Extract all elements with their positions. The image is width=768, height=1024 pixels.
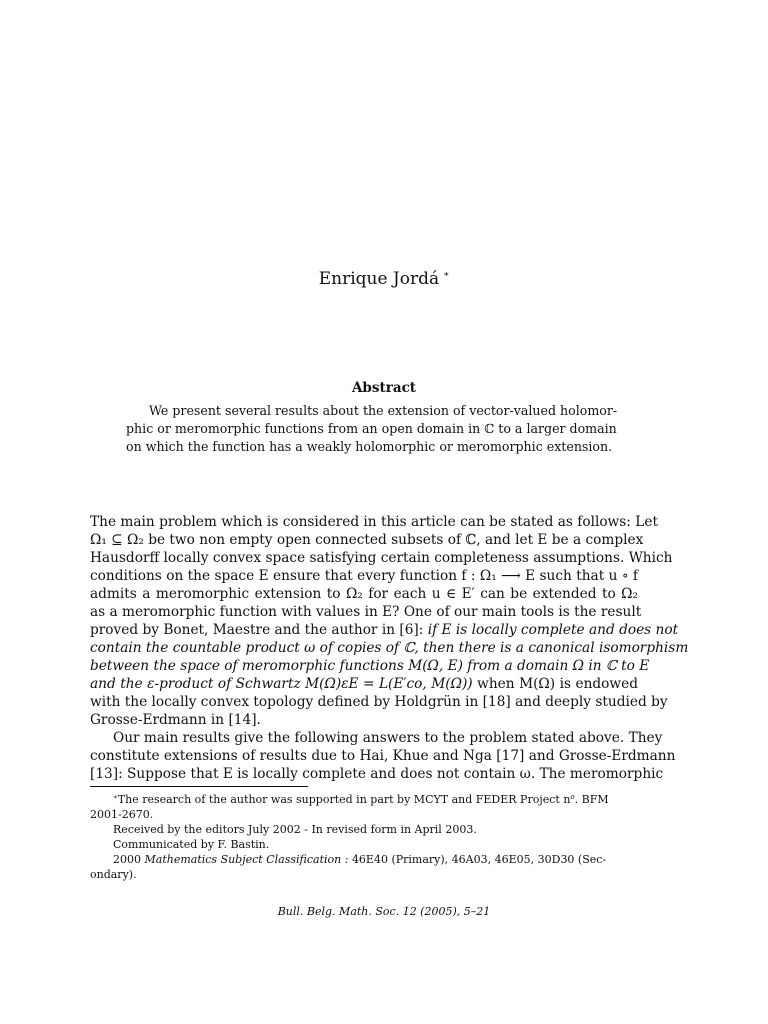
footnote-msc-cont: ondary). xyxy=(90,868,137,881)
body-line: The main problem which is considered in this article can be stated as follows: Let xyxy=(90,514,658,530)
author-line xyxy=(0,264,768,290)
footnote-text: . BFM xyxy=(574,793,609,806)
msc-year: 2000 xyxy=(113,853,141,866)
body-text: proved by Bonet, Maestre and the author in [6]: xyxy=(90,622,424,638)
author-name: Enrique Jordá xyxy=(318,269,440,289)
footnote-text: The research of the author was supported in part by MCYT and FEDER Project n xyxy=(117,793,571,806)
body-line: constitute extensions of results due to Hai, Khue and Nga [17] and Grosse-Erdmann xyxy=(90,748,676,764)
abstract-line: phic or meromorphic functions from an open domain in ℂ to a larger domain xyxy=(126,421,617,436)
body-line xyxy=(90,675,638,693)
body-text: when M(Ω) is endowed xyxy=(477,676,638,692)
theorem-line: between the space of meromorphic functions M(Ω, E) from a domain Ω in ℂ to E xyxy=(90,658,650,674)
body-line: admits a meromorphic extension to Ω₂ for each u ∈ E′ can be extended to Ω₂ xyxy=(90,586,638,602)
footnote-funding-cont: 2001-2670. xyxy=(90,808,154,821)
body-line: Ω₁ ⊆ Ω₂ be two non empty open connected subsets of ℂ, and let E be a complex xyxy=(90,532,644,548)
body-line: with the locally convex topology defined by Holdgrün in [18] and deeply studied by xyxy=(90,694,668,710)
abstract-body xyxy=(126,402,618,456)
body-line: Grosse-Erdmann in [14]. xyxy=(90,712,261,728)
footnote-mark: ∗ xyxy=(113,793,118,801)
body-line: conditions on the space E ensure that every function f : Ω₁ ⟶ E such that u ∘ f xyxy=(90,568,638,584)
theorem-line: contain the countable product ω of copies of ℂ, then there is a canonical isomorphism xyxy=(90,640,689,656)
footnote-msc xyxy=(90,852,638,867)
body-line: as a meromorphic function with values in E? One of our main tools is the result xyxy=(90,604,642,620)
footnote-rule xyxy=(90,786,308,787)
body-line: Hausdorff locally convex space satisfying certain completeness assumptions. Which xyxy=(90,550,673,566)
msc-label: Mathematics Subject Classification : xyxy=(144,853,349,866)
abstract-line: on which the function has a weakly holomorphic or meromorphic extension. xyxy=(126,439,613,454)
body-line: Our main results give the following answers to the problem stated above. They xyxy=(113,730,663,746)
abstract-title: Abstract xyxy=(351,380,417,396)
footnote-funding xyxy=(90,790,638,807)
footnote-communicated: Communicated by F. Bastin. xyxy=(113,838,270,851)
footnotes xyxy=(90,790,638,882)
footnote-received: Received by the editors July 2002 - In revised form in April 2003. xyxy=(113,823,477,836)
body-line xyxy=(90,621,679,639)
author-footnote-mark: ∗ xyxy=(443,270,450,280)
abstract-line: We present several results about the extension of vector-valued holomor- xyxy=(149,403,618,418)
theorem-text: if E is locally complete and does not xyxy=(427,622,679,638)
main-text xyxy=(90,513,689,783)
msc-codes: 46E40 (Primary), 46A03, 46E05, 30D30 (Sec- xyxy=(351,853,607,866)
body-line: [13]: Suppose that E is locally complete and does not contain ω. The meromorphic xyxy=(90,766,664,782)
footnote-superscript: o xyxy=(570,793,575,801)
journal-citation: Bull. Belg. Math. Soc. 12 (2005), 5–21 xyxy=(277,905,491,918)
theorem-text: and the ε-product of Schwartz M(Ω)εE = L(E′co, M(Ω)) xyxy=(90,676,473,692)
